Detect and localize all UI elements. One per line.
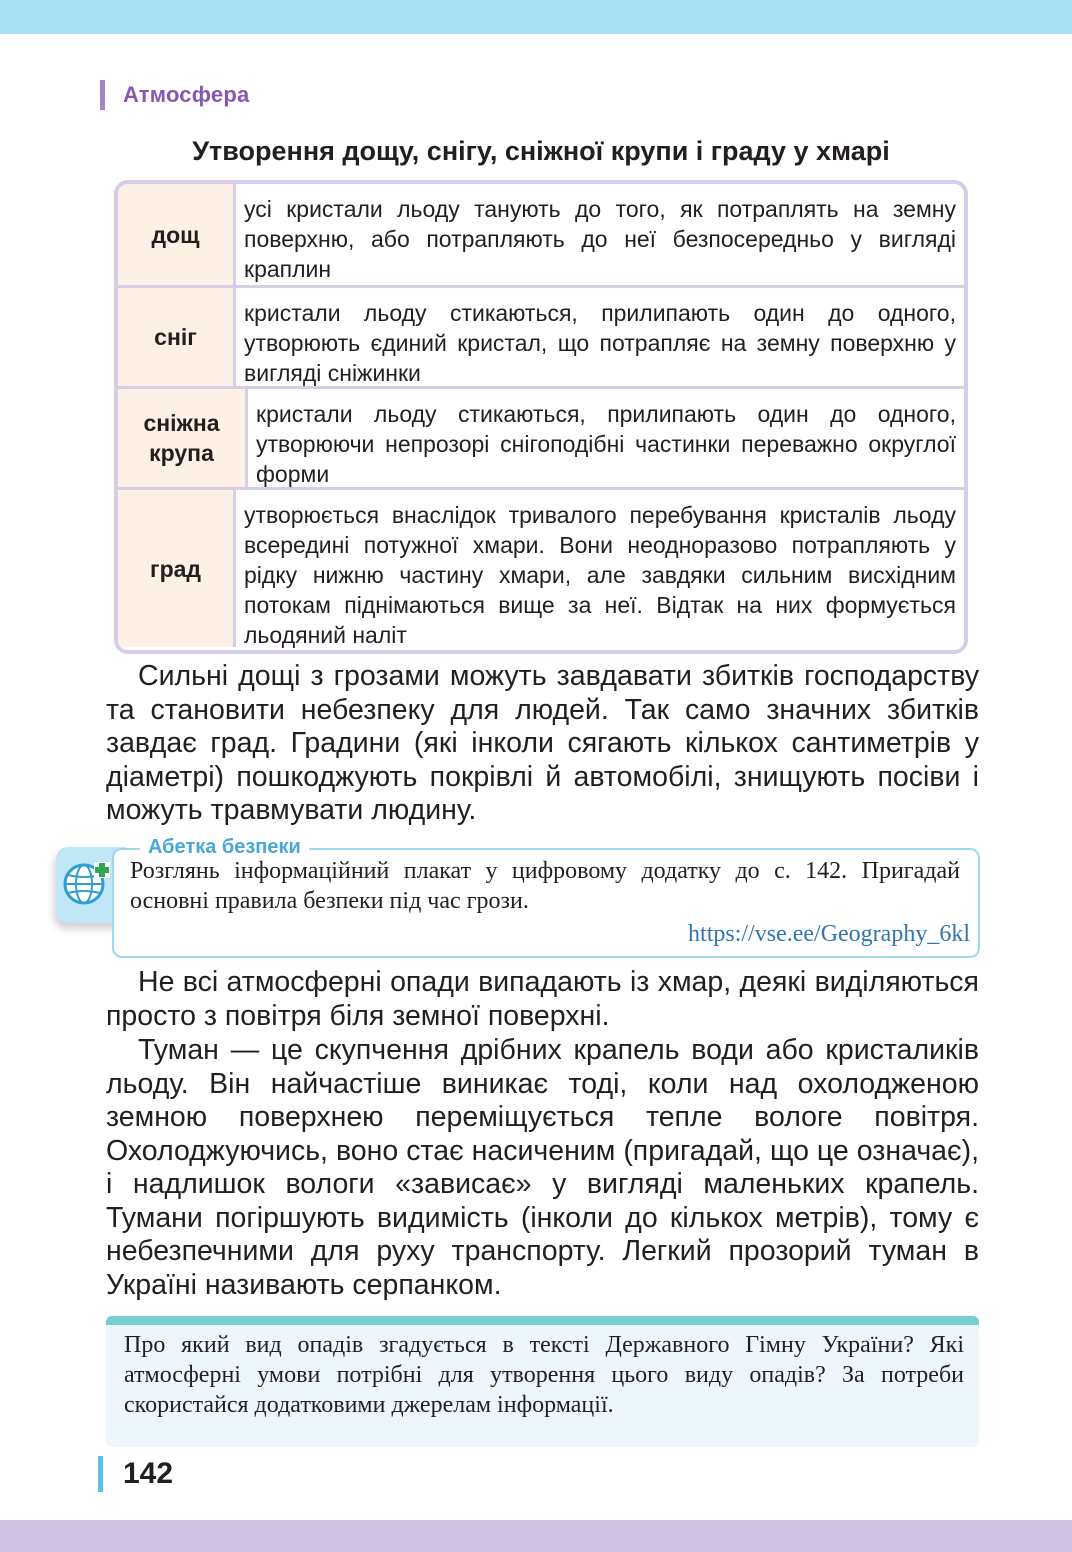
section-accent-bar	[100, 80, 105, 110]
question-text: Про який вид опадів згадується в тексті Державного Гімну України? Які атмосферні умови потрібні для утворення цього виду опадів? За потреби скористайся додатковими джерелам інформації.	[124, 1332, 964, 1418]
safety-heading: Абетка безпеки	[140, 836, 309, 859]
safety-link[interactable]: https://vse.ee/Geography_6kl	[688, 921, 970, 947]
table-description-cell: усі кристали льоду танують до того, як потраплять на земну поверхню, або потрапляють до неї безпосередньо у вигляді краплин	[244, 196, 956, 282]
section-label: Атмосфера	[123, 82, 250, 107]
table-row-snow-pellets	[118, 389, 964, 490]
table-title: Утворення дощу, снігу, сніжної крупи і граду у хмарі	[192, 136, 890, 166]
section-header	[100, 80, 249, 110]
safety-text: Розглянь інформаційний плакат у цифровому додатку до с. 142. Пригадай основні правила безпеки під час грози.	[130, 858, 960, 914]
table-row-rain	[118, 184, 964, 288]
table-term-cell: сніг	[118, 288, 236, 386]
table-term-cell: дощ	[118, 184, 236, 285]
page-number: 142	[123, 1457, 174, 1490]
page-footer	[98, 1456, 173, 1492]
precipitation-table	[114, 180, 968, 654]
body-paragraph-non-cloud: Не всі атмосферні опади випадають із хмар, деякі виділяються просто з повітря біля земної поверхні.	[106, 966, 979, 1032]
table-row-hail	[118, 490, 964, 647]
table-description-cell: утворюється внаслідок тривалого перебування кристалів льоду всередині потужної хмари. Вони неодноразово потрапляють у рідку нижню частину хмари, але завдяки сильним висхідним потокам піднімаються вище за неї. Відтак на них формується льодяний наліт	[244, 502, 956, 648]
body-paragraph-fog: Туман — це скупчення дрібних крапель води або кристаликів льоду. Він найчастіше виникає тоді, коли над охолодженою земною поверхнею переміщується тепле вологе повітря. Охолоджуючись, воно стає насиченим (пригадай, що це означає), і надлишок вологи «зависає» у вигляді маленьких крапель. Тумани погіршують видимість (інколи до кількох метрів), тому є небезпечними для руху транспорту. Легкий прозорий туман в Україні називають серпанком.	[106, 1034, 979, 1301]
table-description-cell: кристали льоду стикаються, прилипають один до одного, утворюючи непрозорі снігоподібні частинки переважно округлої форми	[256, 401, 956, 487]
top-decorative-band	[0, 0, 1072, 34]
table-term-cell: сніжна крупа	[118, 389, 248, 487]
bottom-decorative-band	[0, 1520, 1072, 1552]
page-number-bar	[98, 1456, 103, 1492]
table-description-cell: кристали льоду стикаються, прилипають один до одного, утворюють єдиний кристал, що потрапляє на земну поверхню у вигляді сніжинки	[244, 300, 956, 386]
globe-plus-icon[interactable]	[62, 858, 112, 908]
body-paragraph-storms: Сильні дощі з грозами можуть завдавати збитків господарству та становити небезпеку для людей. Так само значних збитків завдає град. Градини (які інколи сягають кількох сантиметрів у діаметрі) пошкоджують покрівлі й автомобілі, знищують посіви і можуть травмувати людину.	[106, 660, 979, 826]
table-term-cell: град	[118, 490, 236, 647]
table-row-snow	[118, 288, 964, 389]
